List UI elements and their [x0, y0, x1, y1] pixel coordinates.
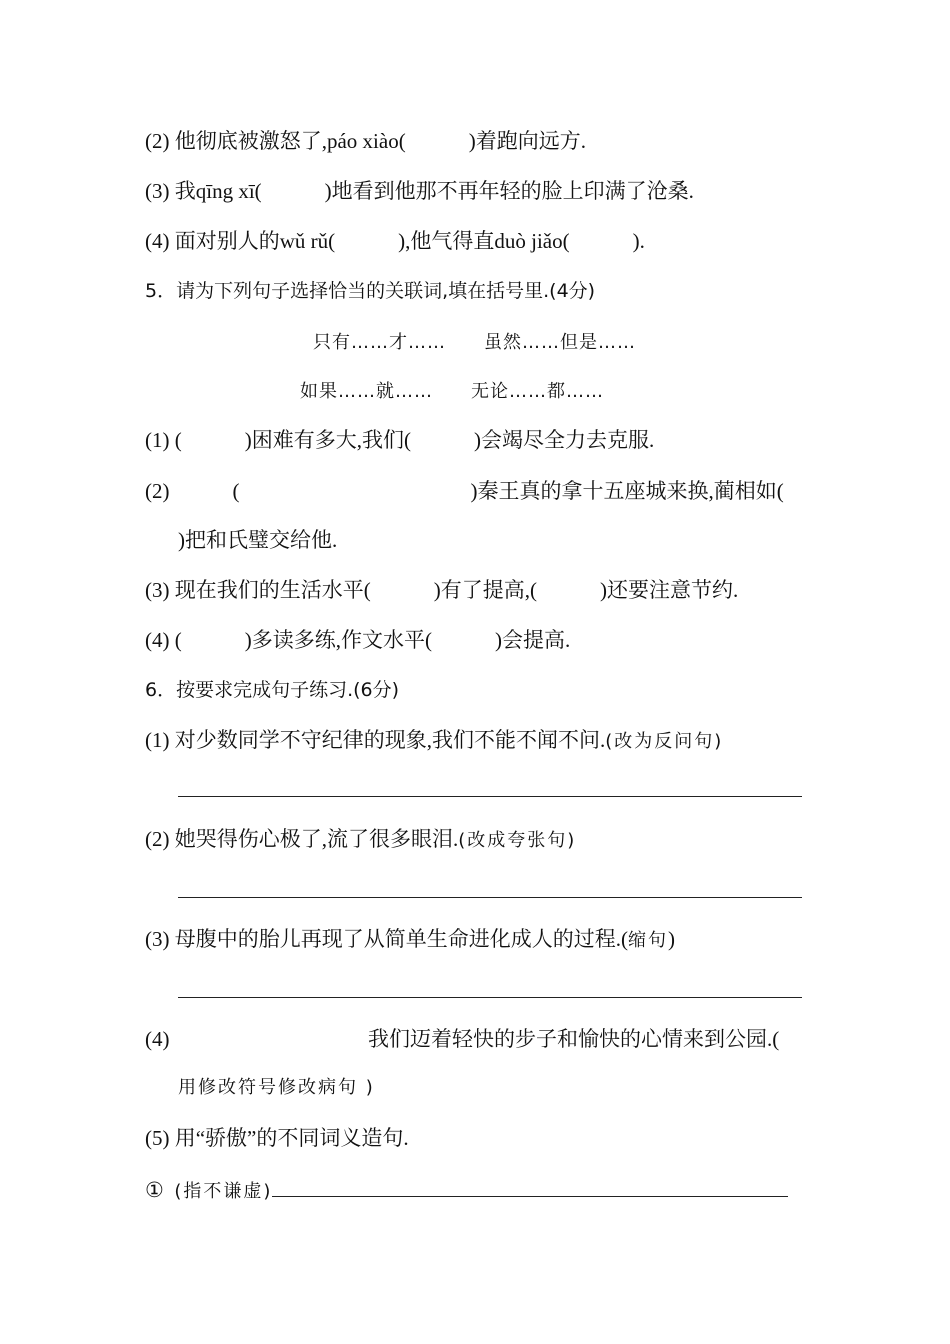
q5-item-4: (4) ( )多读多练,作文水平( )会提高. — [145, 628, 571, 652]
answer-line-1[interactable] — [178, 796, 802, 797]
q6-item-2-text: (2) 她哭得伤心极了,流了很多眼泪. — [145, 827, 459, 851]
q6-heading: 6．按要求完成句子练习.(6分) — [145, 679, 400, 701]
q5-options-row-2: 如果……就…… 无论……都…… — [300, 381, 604, 402]
q6-item-1-text: (1) 对少数同学不守纪律的现象,我们不能不闻不问. — [145, 728, 606, 752]
q6-item-3 — [145, 926, 675, 954]
answer-line-5-1[interactable] — [272, 1176, 788, 1197]
q6-item-1-requirement: (改为反问句) — [605, 731, 724, 752]
q6-item-4-label: (4) — [145, 1027, 170, 1051]
q6-item-2 — [145, 826, 576, 854]
answer-line-3[interactable] — [178, 997, 802, 998]
q5-options-row-1: 只有……才…… 虽然……但是…… — [313, 332, 636, 353]
q5-item-2: (2) ( )秦王真的拿十五座城来换,蔺相如( — [145, 479, 784, 503]
q6-item-4-text: 我们迈着轻快的步子和愉快的心情来到公园.( — [368, 1027, 780, 1051]
q6-item-4-requirement: 用修改符号修改病句 ) — [178, 1077, 375, 1098]
q6-item-3-end: ) — [667, 927, 675, 951]
q5-item-3: (3) 现在我们的生活水平( )有了提高,( )还要注意节约. — [145, 578, 739, 602]
q4-item-2: (2) 他彻底被激怒了,páo xiào( )着跑向远方. — [145, 129, 586, 153]
q5-item-1: (1) ( )困难有多大,我们( )会竭尽全力去克服. — [145, 428, 655, 452]
q6-item-5-1 — [145, 1176, 788, 1205]
q5-item-2-cont: )把和氏璧交给他. — [178, 528, 338, 552]
q6-item-1 — [145, 727, 723, 755]
q6-item-5-1-requirement: (指不谦虚) — [174, 1181, 273, 1202]
q5-heading: 5．请为下列句子选择恰当的关联词,填在括号里.(4分) — [145, 280, 596, 302]
q6-item-3-text: (3) 母腹中的胎儿再现了从简单生命进化成人的过程.( — [145, 927, 628, 951]
q6-item-3-requirement: 缩句 — [627, 930, 668, 951]
q4-item-4: (4) 面对别人的wǔ rǔ( ),他气得直duò jiǎo( ). — [145, 229, 645, 253]
q6-item-5: (5) 用“骄傲”的不同词义造句. — [145, 1126, 409, 1150]
answer-line-2[interactable] — [178, 897, 802, 898]
q6-item-2-requirement: (改成夸张句) — [458, 830, 577, 851]
q4-item-3: (3) 我qīng xī( )地看到他那不再年轻的脸上印满了沧桑. — [145, 179, 694, 203]
q6-item-5-1-number: ① — [145, 1178, 164, 1202]
